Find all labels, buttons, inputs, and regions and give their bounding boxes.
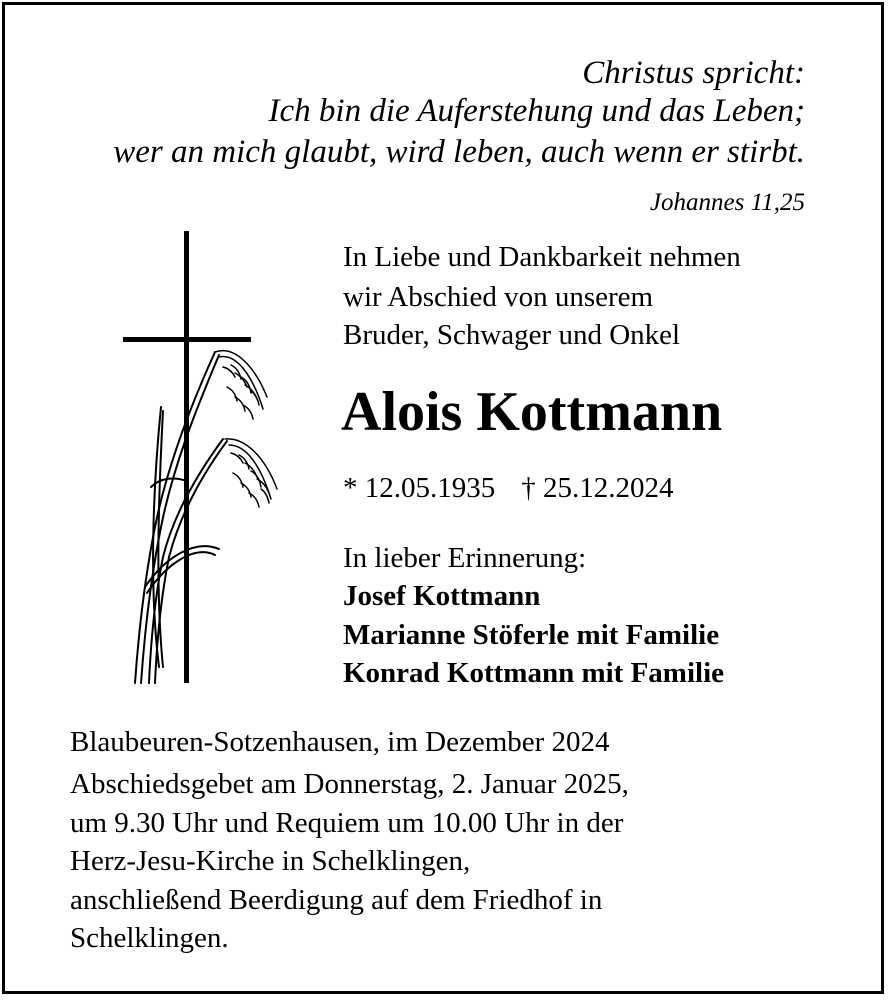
bible-quote-line-1: Christus spricht: (582, 55, 805, 91)
intro-line-3: Bruder, Schwager und Onkel (343, 319, 681, 351)
birth-date: * 12.05.1935 (343, 472, 496, 504)
obituary-notice (2, 2, 884, 994)
service-info-line: Abschiedsgebet am Donnerstag, 2. Januar 2025, (70, 768, 629, 800)
cross-with-grain-icon (115, 227, 295, 687)
bible-quote-line-2: Ich bin die Auferstehung und das Leben; (268, 93, 805, 129)
bible-reference: Johannes 11,25 (649, 189, 805, 216)
intro-line-1: In Liebe und Dankbarkeit nehmen (343, 241, 741, 273)
mourner-name: Konrad Kottmann mit Familie (343, 657, 725, 689)
death-date: † 25.12.2024 (521, 472, 674, 504)
bible-quote-line-3: wer an mich glaubt, wird leben, auch wenn er stirbt. (113, 134, 805, 170)
intro-line-2: wir Abschied von unserem (343, 281, 654, 313)
place-and-date: Blaubeuren-Sotzenhausen, im Dezember 2024 (70, 726, 610, 758)
mourner-name: Josef Kottmann (343, 580, 541, 612)
service-info-line: Schelklingen. (70, 922, 229, 954)
mourner-name: Marianne Stöferle mit Familie (343, 619, 720, 651)
service-info-line: anschließend Beerdigung auf dem Friedhof in (70, 884, 603, 916)
life-dates (343, 474, 674, 503)
mourners-heading: In lieber Erinnerung: (343, 542, 587, 574)
deceased-name: Alois Kottmann (341, 381, 723, 443)
service-info-line: um 9.30 Uhr und Requiem um 10.00 Uhr in der (70, 807, 624, 839)
service-info-line: Herz-Jesu-Kirche in Schelklingen, (70, 845, 471, 877)
